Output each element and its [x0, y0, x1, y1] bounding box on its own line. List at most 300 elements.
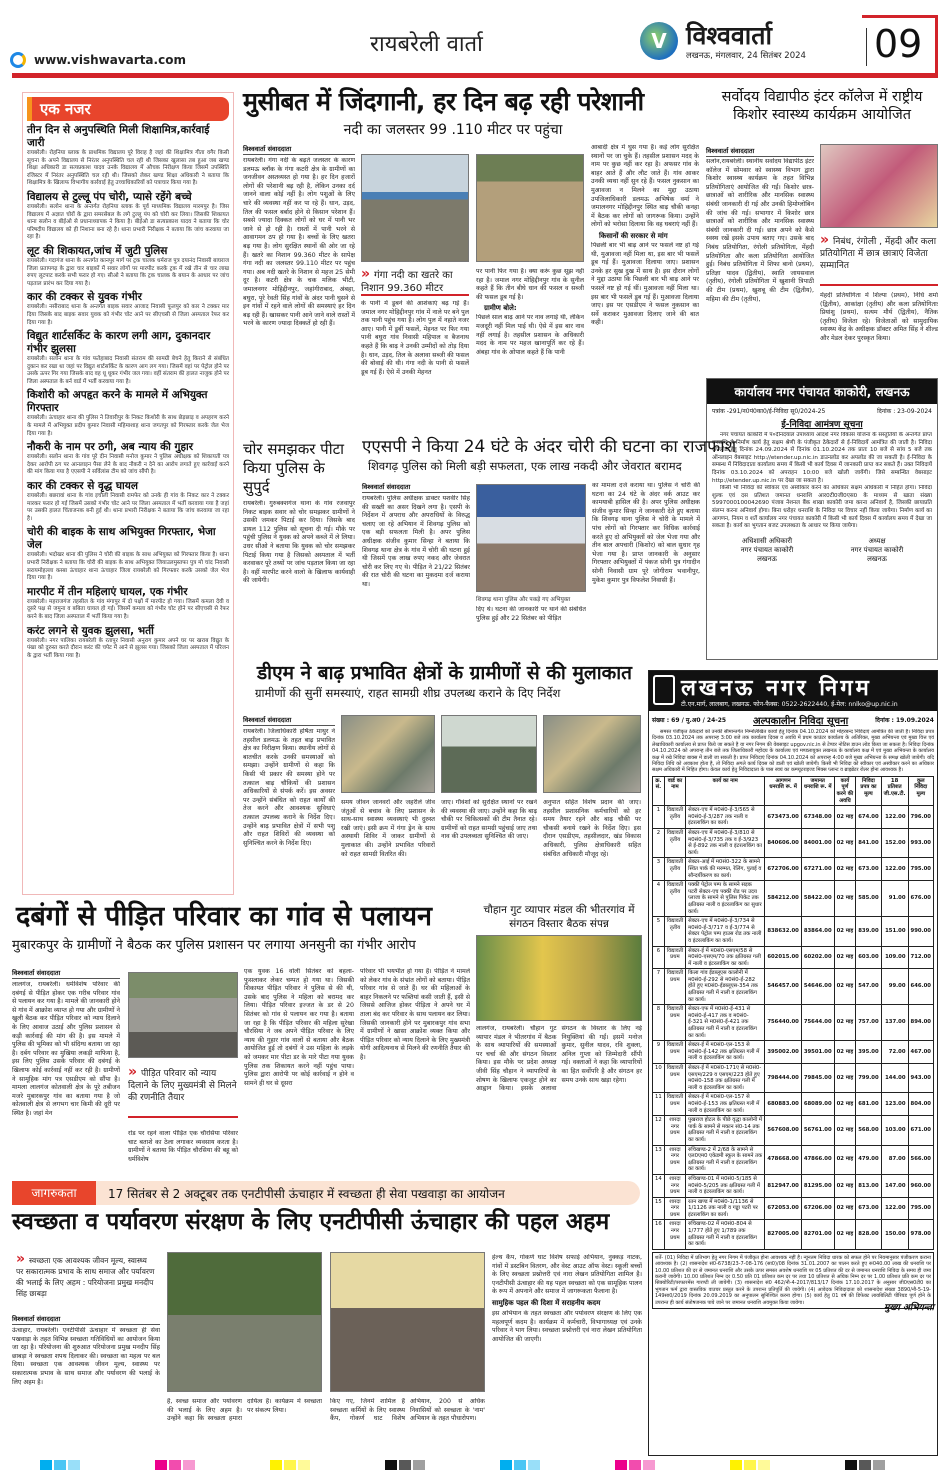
registration-swatch [859, 1460, 871, 1470]
brief-headline: नौकरी के नाम पर ठगी, अब न्याय की गुहार [27, 441, 194, 454]
kakori-heading: ई-निविदा आमंत्रण सूचना [781, 420, 863, 430]
brief-item [27, 124, 229, 188]
table-cell: 68089.00 [801, 1093, 834, 1116]
lead-subhead-gramin: ग्रामीण बोले: [484, 304, 517, 313]
table-cell: शारदा नगर प्रथम [664, 1116, 685, 1145]
kakori-signatory-chairman: अध्यक्ष नगर पंचायत काकोरी लखनऊ [850, 536, 904, 563]
lead-col1: रायबरेली। गंगा नदी के बढ़ते जलस्तर के कारण डलमऊ ब्लॉक के गंगा कटरी क्षेत्र के ग्रामीणों का जनजीवन अस्तव्यस्त हो गया है। हर दिन हजारों लोगों की परेशानी बढ़ रही है, लेकिन उनका दर्द जानने वाला कोई नहीं है। लोग पशुओं के लिए चारे की व्यवस्था नहीं कर पा रहे हैं। धान, उड़द, तिल की फसल बर्बाद होने से किसान परेशान हैं। सबसे ज्यादा दिक्कत लोगों को घर में पानी भर जाने से हो रही है। रास्तों में पानी भरने से आवागमन ठप हो गया है। बच्चों के लिए खतरा बढ़ गया है। लोग सुरक्षित स्थानों की ओर जा रहे हैं। खतरे का निशान 99.360 मीटर के सापेक्ष गंगा नदी का जलस्तर 99.110 मीटर पर पहुंच गया। अब नदी खतरे के निशान से महज 25 सेमी दूर है। कटरी क्षेत्र के चक मलिक भीटी, जमालनगर मोहिद्दीनपुर, जहांगीराबाद, अंबहा, बघुरा, पूरे रेवती सिंह गांवों के अंदर पानी घुसने से इन गांवों में रहने वाले लोगों की समस्याएं हर दिन बढ़ रही हैं। खासकर पानी आने जाने वाले रास्तों में भरने के कारण ज्यादा दिक्कतें हो रही हैं। [243, 157, 355, 328]
registration-swatch [845, 1460, 857, 1470]
table-cell: 4 [653, 881, 665, 917]
table-cell: 02 माह [834, 1220, 856, 1249]
brief-body: रायबरेली। बछरावां थाना के गांव इचौली निवासी रामफेर को उनके ही गांव के निकट कार ने टक्कर मारकर फरार हो गई जिसमें उसको गंभीर चोट आने पर जिला अस्पताल में भर्ती करवाया गया है जहां पर उसकी हालत चिंताजनक बनी हुई थी। थाना प्रभारी निरीक्षक ने बताया कि जांच करवाया जा रहा है। [27, 493, 229, 522]
registration-swatch [68, 1460, 80, 1470]
table-cell: 584212.00 [765, 881, 802, 917]
asp-photo-caption: शिवगढ़ थाना पुलिस और पकड़े गए अभियुक्त [476, 597, 571, 603]
masthead [0, 0, 945, 80]
table-cell: 72.00 [881, 1041, 908, 1064]
table-cell: 712.00 [908, 946, 933, 969]
table-cell: 673.00 [856, 1197, 881, 1220]
table-cell: सेक्टर-ई में म0सं0-एसएम/58 से म0सं0-एसएम/70 तक क्षतिग्रस्त गली में नाली व इंटरलाकिंग का कार्य। [686, 946, 765, 969]
table-cell: 91.00 [881, 881, 908, 917]
lead-pullquote: » गंगा नदी का खतरे का निशान 99.360 मीटर [361, 268, 469, 296]
table-cell: किला गांव ईडब्लूएस कालोनी में म0सं0-ई-292 से म0सं0-ई-282 होते हुए म0सं0-ईडब्लूएस-354 तक क्षतिग्रस्त गली में नाली व इंटरलाकिंग का कार्य। [686, 969, 765, 1005]
section-title: रायबरेली वार्ता [370, 32, 483, 57]
table-cell: 75644.00 [801, 1005, 834, 1041]
table-cell: 02 माह [834, 1174, 856, 1197]
lead-col3b: पिछले साल बाढ़ आने पर नाव लगाई थी, लेकिन मजदूरी नहीं मिल पाई थी। ऐसे में इस बार नाव नहीं लगाई है। तहसील प्रशासन के अधिकारी मदद के नाम पर महज खानापूर्ति कर रहे हैं। अंबहा गांव के ओपाल कहते हैं कि पानी [476, 314, 584, 356]
table-cell: 13 [653, 1145, 665, 1174]
dabang-headline: दबंगों से पीड़ित परिवार का गांव से पलायन [16, 901, 433, 932]
dabang-col3: एक युवक 16 वोली सितंबर को बहला-फुसलाकर लेकर चम्पत हो गया था। जिसकी शिकायत पीड़ित परिवार ने पुलिस से की थी, उसके बाद पुलिस ने महिला को बरामद कर लिया। पीड़ित परिवार इज्जत के डर से 20 सितंबर को गांव से पलायन कर गया है। बताया जा रहा है कि पीड़ित परिवार की महिला सुरेखा चौरसिया ने जब अपने पीड़ित परिवार के लिए न्याय की गुहार गांव वालों से बताया और बैठक आयोजित हुई तो दबंगों ने उस महिला के लड़के को जमकर मार पीटा डर के मारे पीटा गया युवक पुलिस तक शिकायत करने नहीं पहुंच पाया। पुलिस द्वारा आरोपी पर कोई कार्रवाई न होने व सामने ही घर से दूसरा [244, 968, 354, 1087]
brief-headline: कार की टक्कर से वृद्ध घायल [27, 480, 138, 493]
ntpc-pullquote: » स्वच्छता एक आवश्यक जीवन मूल्य, स्वास्थ्य पर सकारात्मक प्रभाव के साथ समाज और पर्यावरण की भलाई के लिए अहम : परियोजना प्रमुख मनदीप सिंह छाबड़ा [16, 1251, 155, 1298]
nigam-intro: समस्त पंजीकृत ठेकेदारों को उनकी सीमान्तर्गत निम्नलिखित कार्यो हेतु दिनांक 04.10.2024 को मोहरबन्द निविदाएं आमंत्रित की जाती है। निविदा प्रपत्र दिनांक 03.10.2024 तक अपरान्ह 3:00 बजे तक कार्यालय दिवस व अवधि में प्रथम काउंटर कार्यालय के अतिरिक्त, मुख्य अभियन्ता एवं मुख्य वित्त एवं लेखाधिकारी कार्यालय से प्राप्त किये जा सकते है या नगर निगम की वेबसाइट upgov.nic.in से टेण्डर नोटिस डाउन लोड किया जा सकता है। निविदा दिनांक 04.10.2024 को अपरान्ह तीन बजे तक जिलाधिकारी महोदय के कार्यालय एवं मण्डलायुक्त लखनऊ के कार्यालय कक्ष में एवं मुख्य अभियन्ता के कार्यालय कक्ष में रखे निविदा बाक्स में डाली जा सकती है। प्राप्त निविदाएं दिनांक 04.10.2024 को अपरान्ह 4:00 बजे मुख्य अभियन्ता के समक्ष खोली जायेगी। यदि निविदा तिथि को अवकाश होता है, तो निविदा अगले कार्य दिवस को डाली एवं खोली जायेगी। किसी भी निविदा को स्वीकार एवं अस्वीकार करने का अधिकार सक्षम अधिकारी में निहित होगा। केवल कार्य हेतु निविदादाता के पास स्वयं का कम्प्यूटराइज्ड मिक्स प्लान्ट व ब्राइब्रेटर रोलर होना आवश्यक है। [652, 729, 934, 774]
lead-headline: मुसीबत में जिंदगानी, हर दिन बढ़ रही परेशानी [243, 87, 644, 116]
table-cell: 812947.00 [765, 1174, 802, 1197]
brief-body: रायबरेली। सलोन थाना के अन्तर्गत रोहनिया ब्लाक के पूर्व माध्यमिक विद्यालय मारमपुर है। जिस विद्यालय में अज्ञात चोरों के द्वारा समरसेबल के लगे टुल्लू पंप को चोरी कर लिया। जिसकी शिकायत थाना सलोन व बीईओ से प्रधानाध्यापक ने किया है। बीईओ डा सत्यप्रकाश यादव ने बताया कि चोर परिषदीय विद्यालय को ही निशाना बना रहे है। थाना प्रभारी निरीक्षक ने बताया कि जांच करवाया जा रहा है। [27, 203, 229, 241]
asp-story [362, 437, 737, 658]
lead-story [243, 88, 703, 428]
police-station-photo [476, 484, 586, 592]
registration-swatch [514, 1460, 526, 1470]
table-cell: सेक्टर-ई में म0सं0-एल-157 से म0सं0-ई-153 तक क्षतिग्रस्त गली में नाली व इंटरलाकिंग का कार्य। [686, 1093, 765, 1116]
table-cell: 14 [653, 1174, 665, 1197]
table-cell: 60202.00 [801, 946, 834, 969]
table-cell: 152.00 [881, 829, 908, 858]
table-cell: 122.00 [881, 806, 908, 829]
table-row [653, 881, 934, 917]
registration-swatch [284, 1460, 296, 1470]
nigam-ref: संख्या : 69 / मु.अ0 / 24-25 [652, 717, 727, 724]
table-cell: 15 [653, 1197, 665, 1220]
table-cell: रुचिखण्ड-2 में 2/68 के सामने से एल0एम0 एकेडमी स्कूल के सामने तक क्षतिग्रस्त गली में नाली व इंटरलाकिंग का कार्य। [686, 1145, 765, 1174]
table-cell: 83864.00 [801, 917, 834, 946]
nigam-header [649, 671, 937, 711]
kakori-para1: नगर पंचायत काकोरी में पं०दीनदयाल उपाध्याय आदर्श नगर विकास योजना के संस्तुतियों के अन्तर्गत प्राप्त धनराशि से निर्माण कार्य हेतु सक्षम श्रेणी के पंजीकृत ठेकेदारों से ई-निविदायें आमंत्रित की जाती है। निविदा अपलोड हेतु दिनांक 24.09.2024 से दिनांक 01.10.2024 तक प्रातः 10 बजे से सांय 5 बजे तक ऑनलाइन वेबसाइट http://etender.up.nic.in डाउनलोड कर अपलोड की जा सकती है। ई-निविदा के सम्बन्ध में निविदादाता कार्यालय समय में किसी भी कार्य दिवस में जानकारी प्राप्त कर सकते हैं। उक्त निविदायें दिनांक 03.10.2024 को अपराहन 10:00 बजे खोली जायेंगी। जिसे सम्बन्धित वेबसाइट http://etender.up.nic.in पर देखा जा सकता है। [712, 432, 932, 484]
table-cell: पक्की पेट्रोल पम्प के सामने सड़क पटरी सेक्टर-एच पक्की रोड पर उदय प्लाजा के सामने से पुलिस पिकेट तक क्षतिग्रस्त नाली व इंटरलाकिंग का सुधार कार्य। [686, 881, 765, 917]
table-cell: 2 [653, 829, 665, 858]
chauhan-headline: चौहान गुट व्यापार मंडल की भीतरगांव में संगठन विस्तार बैठक संपन्न [483, 904, 635, 930]
table-cell: 804.00 [908, 1093, 933, 1116]
table-cell: 82701.00 [801, 1220, 834, 1249]
table-cell: 841.00 [856, 829, 881, 858]
table-row [653, 946, 934, 969]
registration-swatch [643, 1460, 655, 1470]
brief-body: रायबरेली। भदोखर थाना की पुलिस ने चोरी की बाइक के साथ अभियुक्त को गिरफ्तार किया है। थाना प्रभारी निरीक्षक ने बताया कि चोरी की बाइक के साथ अभियुक्त जियाउलमुस्तफा पुत्र मो चांद निवासी सरायमोहल्ला कस्बा ऊंचाहार थाना ऊंचाहार जिला रायबरेली को गिरफ्तार करके उसको जेल भेज दिया गया है। [27, 552, 229, 582]
brief-item [27, 245, 229, 288]
ntpc-subhead: सामुहिक पहल की दिशा में सराहनीय कदम [492, 1298, 601, 1307]
table-cell: 602015.00 [765, 946, 802, 969]
nagar-nigam-tender-notice [648, 670, 938, 1456]
column-header: जमानत धनराशि रू. में [801, 776, 834, 805]
nigam-address: टी.एन.मार्ग, लालबाग, लखनऊ. फोन-फैक्स: 0522-2622440, ई-मेल: nnlko@up.nic.in [681, 701, 898, 708]
table-cell: 02 माह [834, 1005, 856, 1041]
masthead-rule [12, 73, 938, 78]
kakori-signatory-eo: अधिशासी अधिकारी नगर पंचायत काकोरी लखनऊ [740, 536, 794, 563]
dm-headline: डीएम ने बाढ़ प्रभावित क्षेत्रों के ग्रामीणों से की मुलाकात [257, 662, 632, 684]
brief-headline: करंट लगने से युवक झुलसा, भर्ती [27, 624, 154, 637]
page-number: 09 [874, 22, 923, 66]
jagrukta-tag: जागरुकता [12, 1181, 96, 1205]
registration-swatch [500, 1460, 512, 1470]
sarvoday-col2: मेंहदी प्रतियोगिता में शिल्पा (प्रथम), निधि शर्मा (द्वितीय), आकांक्षा (तृतीय) और कला प्रतियोगिताः प्रियांशु (प्रथम), सत्यम मौर्य (द्वितीय), नैतिक (तृतीय) विजेता रहे। विजेताओं को सामुदायिक स्वास्थ्य केंद्र के अधीक्षक डॉक्टर अमित सिंह ने शील्ड और मेडल देकर पुरस्कृत किया। [820, 292, 938, 342]
kakori-tender-notice [706, 378, 938, 660]
table-cell: 02 माह [834, 1064, 856, 1093]
shop-photo [128, 972, 238, 1058]
table-cell: 1 [653, 806, 665, 829]
table-cell: 813.00 [856, 1174, 881, 1197]
dm-visit-photo-1 [341, 715, 435, 793]
brief-list [27, 124, 229, 660]
table-row [653, 1145, 934, 1174]
table-cell: 795.00 [908, 1197, 933, 1220]
table-row [653, 1093, 934, 1116]
chor-headline: चोर समझकर पीटा किया पुलिस के सुपुर्द [243, 440, 345, 496]
table-cell: 567608.00 [765, 1116, 802, 1145]
ek-nazar-tag: एक नजर [27, 97, 229, 121]
dm-subhead: ग्रामीणों की सुनीं समस्याएं, राहत सामग्री शीघ्र उपलब्ध कराने के दिए निर्देश [255, 685, 561, 700]
table-row [653, 1174, 934, 1197]
table-cell: 978.00 [908, 1220, 933, 1249]
kakori-para2: किसी भी निविदा को स्वीकार एवं अस्वीकार करने का अधिकार सक्षम अधिकारी में निहित होगा। निविदा शुल्क एवं दस प्रतिशत जमानत धनराशि आर0टी0जी0एस0 के माध्यम से खाता संख्या 5997000100042690 पंजाब नेशनल बैंक शाखा काकोरी जमा करना अनिवार्य है, जिसकी छायाप्रति संलग्न करना अनिवार्य होगा। बिना धरोहर धनराशि के निविदा पर विचार नहीं किया जायेगा। निर्माण कार्य का आगणन, नियम व शर्ते कार्यालय नगर पंचायत काकोरी में किसी भी कार्य दिवस में कार्यालय समय में देखा जा सकता है। कार्य का भुगतान बजट उपलब्धता के आधार पर किया जायेगा। [712, 485, 932, 530]
asp-col3: का मामला दर्ज कराया था। पुलिस ने चोरी की घटना का 24 घंटे के अंदर वर्क आउट कर कामयाबी हासिल की है। अपर पुलिस अधीक्षक संजीव कुमार सिन्हा ने जानकारी देते हुए बताया कि शिवगढ़ थाना पुलिस ने चोरी के मामले में पांच लोगों को गिरफ्तार कर विधिक कार्रवाई करते हुए दो अभियुक्तों को जेल भेजा गया और तीन बाल अपचारी (किशोर) को बाल सुधार गृह भेजा गया है। प्राप्त जानकारी के अनुसार गिरफ्तार अभियुक्तों में पंकज सोनी पुत्र गंगादीन सोनी निवासी ग्राम पूरे जोगीराम भवानीपुर, मुकेश कुमार पुत्र विफलेश निवासी हैं। [592, 482, 700, 584]
column-header: निविदा प्रपत्र का मूल्य [856, 776, 881, 805]
ntpc-col4b: इस अभियान के तहत स्वच्छता और पर्यावरण संरक्षण के लिए एक महत्वपूर्ण कदम है। कार्यक्रम में कर्मचारी, विभागाध्यक्ष एवं उनके परिवार ने भाग लिया। स्वच्छता प्रश्नोत्तरी एवं नारा लेखन प्रतियोगिता आयोजित की जाएगी। [492, 1309, 642, 1343]
table-cell: 16 [653, 1220, 665, 1249]
table-cell: 840606.00 [765, 829, 802, 858]
table-cell: रतन खण्ड में म0सं0-1/1136 से 1/1126 तक नाली व गड्ढा पटरी पर इंटरलाकिंग का कार्य। [686, 1197, 765, 1220]
column-header: आगणन धनराशि रू. में [765, 776, 802, 805]
dabang-col4: परिवार भी भयभीत हो गया है। पीड़ित ने मामले को लेकर गांव के संभ्रांत लोगों को बताया। पीड़ित परिवार गांव से जाते हैं। घर की महिलाओं के बाहर निकलने पर फब्तियां कसी जाती हैं, इसी से जिससे आजिज होकर पीड़िता ने अपने घर में ताला बंद कर परिवार के साथ पलायन कर लिया। जिसकी जानकारी होने पर मुबारकपुर गांव सभा में ग्रामीणों ने खासा आक्रोश व्यक्त किया और पीड़ित परिवार को न्याय दिलाने के लिए मुख्यमंत्री योगी आदित्यनाथ से मिलने की रणनीति तैयार की है। [360, 968, 470, 1061]
lead-col2: के पानी में डूबने की आशंकाएं बढ़ गई हैं। जमाल नगर मोहिद्दीनपुर गांव में नाले पर बने पुल तक पानी पहुंच गया है। लोग पुल में नहाते नजर आए। पानी में डूबीं फसलें, मेहनत पर फिर गया पानी बघुरा गांव निवासी महिपाल व बैजनाथ कहते हैं कि बाढ़ ने उनकी उम्मीदों को तोड़ दिया है। धान, उड़द, तिल के अलावा सब्जी की फसल की बोवाई की थी। गंगा नदी के पानी से फसलें डूब गई हैं। ऐसे में उनकी मेहनत [361, 300, 469, 376]
table-cell: 47866.00 [801, 1145, 834, 1174]
table-cell: 756440.00 [765, 1005, 802, 1041]
registration-swatch [155, 1460, 167, 1470]
table-cell: 827005.00 [765, 1220, 802, 1249]
byline: विश्ववार्ता संवाददाता [706, 146, 814, 157]
registration-swatch [873, 1460, 885, 1470]
school-event-photo [820, 144, 938, 228]
nigam-terms: शर्तें- (01) निविदा में प्रतिभाग हेतु नगर निगम में पंजीकृत होना आवश्यक नहीं है। न्यूनतम निविदा धारक को सफल होने पर नियमानुसार पंजीकरण कराना आवश्यक है। (2) शासनादेश सं0-6738/23-7-08-176 (सा0)/08 दिनांक 31.01.2007 का पालन करते हुए रू040.00 लाख की धनराशि पर 10.00 प्रतिशत की दर से जमानत धनराशि और उसके ऊपर समस्त अवशेष धनराशि पर 05 प्रतिशत की दर से जमानत धनराशि निविदा के समय ही जमा करानी जायेगी। 10.00 प्रतिशत निम्न दर 0.50 प्रति 01 प्रतिशत कम दर पर तथा 10 प्रतिशत से अधिक निम्न दर पर 1.00 प्रतिशत प्रति कम दर पर सिक्योरिटी/परफारमेंस गारण्टी ली जायेगी। (3) शासनादेश सं0 462/नौ-4-2017/813/17 दिनांक 17.10.2017 के अनुसार जी0एस0टी0 का भुगतान फर्म द्वारा वास्तविक वाउचर प्रस्तुत करने के उपरान्त प्रतिपूर्ति की जायेगी। (4) आवेदक निविदादाता को शासनादेश संख्या 3890/नौ-5-19-149सा0/2019 दिनांक 20.09.2019 का अनुपालन सुनिश्चित करना होगा। (5) कार्य हेतु 01 वर्ष की डिफेक्ट लायबिलिटी पीरियड पूर्ण होने के उपरान्त ही कार्य संतोषजनक पाये जाने पर जमानत धनराशि अवमुक्त किया जायेगा। [652, 1252, 934, 1309]
registration-swatch [54, 1460, 66, 1470]
table-cell: 671.00 [908, 1116, 933, 1145]
table-cell: 144.00 [881, 1064, 908, 1093]
registration-swatch [744, 1460, 756, 1470]
column-header: 18 प्रतिशत जी.एस.टी. [881, 776, 908, 805]
brief-body: रायबरेली। सलोन थाना के गांव फतेहाबाद निवासी संतराम की सामग्री बेचने हेतु किराने से संबंधित दुकान कर रखा था जहां पर विद्युत शार्टसर्किट के कारण आग लग गया। जिसमें वहां पर पेट्रोल होने पर उसके ऊपर गिर गया जिसके बाद वह धू धूकर गंभीर जल गया। वहीं संतराम की हालत नाजुक होने पर जिला अस्पताल के बर्न वार्ड में भर्ती करवाया गया है। [27, 356, 230, 385]
table-cell: 993.00 [908, 829, 933, 858]
dabang-story [12, 902, 472, 1177]
table-cell: सेक्टर-ई में म0सं0-171ए से म0सं0-एसएम/229 व एसएम/223 होते हुए म0सं0-158 तक क्षतिग्रस्त गली में नाली व इंटरलाकिंग का कार्य। [686, 1064, 765, 1093]
brief-headline: विद्युत शार्टसर्किट के कारण लगी आग, दुकानदार गंभीर झुलसा [27, 330, 211, 356]
table-row [653, 1041, 934, 1064]
brief-item [27, 480, 229, 523]
table-cell: 10 [653, 1064, 665, 1093]
brief-item [27, 291, 229, 327]
ntpc-headline: स्वच्छता व पर्यावरण संरक्षण के लिए एनटीपीसी ऊंचाहार की पहल अहम [12, 1209, 610, 1235]
table-cell: 674.00 [856, 806, 881, 829]
table-cell: 84001.00 [801, 829, 834, 858]
table-cell: 87.00 [881, 1145, 908, 1174]
brief-headline: किशोरी को अपहृत करने के मामले में अभियुक्त गिरफ्तार [27, 389, 208, 415]
lead-col3: पर पानी फिर गया है। क्या करूं कुछ सूझ नहीं रहा है। जमाल नगर मोहिद्दीनपुर गांव के सुनील कहते हैं कि तीन बीघे धान की फसल व सब्जी की फसल डूब गई है। [476, 268, 584, 301]
table-cell: 838632.00 [765, 917, 802, 946]
table-cell: 9 [653, 1041, 665, 1064]
table-cell: विद्यावती प्रथम [664, 1064, 685, 1093]
table-cell: 12 [653, 1116, 665, 1145]
table-cell: 02 माह [834, 1093, 856, 1116]
brief-body: रायबरेली। गदागंज थाना के अन्तर्गत कानपुर मार्ग पर ट्रक चालक धर्मराज पुत्र दयानंद निवासी बाघराज जिला प्रतापगढ़ के द्वारा चार बाइकों में सवार लोगों पर मारपीट करके ट्रक में रखे तीन से चार लाख रुपए लूटपाट करके सभी फरार हो गए। सीओ ने बताया कि ट्रक चालक के बयान के आधार पर जांच पड़ताल प्रारंभ कर दिया गया है। [27, 257, 229, 287]
table-cell: 02 माह [834, 881, 856, 917]
registration-swatch [730, 1460, 742, 1470]
dm-col4: अनुपात सहित विशेष प्रदान की जाए। तहसील प्रशासनिक कर्मचारियों को हर समय तैयार रहने और बाढ़ चौकी पर चौकसी बनाये रखने के निर्देश दिए। इस दौरान एसडीएम, तहसीलदार, खंड विकास अधिकारी, पुलिस क्षेत्राधिकारी सहित संबंधित अधिकारी मौजूद रहे। [543, 799, 641, 858]
dabang-pullquote: » पीड़ित परिवार को न्याय दिलाने के लिए मुख्यमंत्री से मिलने की रणनीति तैयार [128, 1066, 238, 1118]
dm-visit-photo-3 [543, 715, 641, 793]
table-cell: 151.00 [881, 917, 908, 946]
quote-chevron-icon: » [361, 266, 371, 282]
table-cell: सेक्टर-एच में म0सं0-ई-3/734 से म0सं0-ई-3/717 व ई-3/774 से सेक्टर पेट्रोल पम्प हाउस रोड तक नाली व इंटरलाकिंग का कार्य। [686, 917, 765, 946]
table-cell: 960.00 [908, 1174, 933, 1197]
brief-item [27, 330, 229, 386]
brief-body: रायबरेली। ऊंचाहार थाना की पुलिस ने तिवारीपुर के निकट किशोरी के साथ छेड़छाड़ व अपहरण करने के मामले में अभियुक्त प्रदीप कुमार निवासी महिमाशाह थाना जगतपुर को गिरफ्तार करके जेल भेज दिया गया है। [27, 415, 229, 437]
table-cell: 150.00 [881, 1220, 908, 1249]
table-cell: 122.00 [881, 858, 908, 881]
sarvoday-col1: सलोन,रायबरेली। स्थानीय सर्वोदय विद्यापीठ इंटर कॉलेज में सोमवार को स्वास्थ्य विभाग द्वारा किशोर स्वास्थ्य कार्यक्रम के तहत विभिन्न प्रतियोगिताएं आयोजित की गईं। किशोर छात्र-छात्राओं को शारीरिक और मानसिक स्वास्थ्य संबंधी जानकारी दी गई और उनकी हिमोग्लोबिन की जांच की गई। सभागार में किशोर छात्र छात्राओं को शारीरिक और मानसिक स्वास्थ्य संबंधी जानकारी दी गई। छात्र अपने को कैसे स्वस्थ रखें इसके उपाय बताए गए। उसके बाद निबंध प्रतियोगिता, रंगोली प्रतियोगिता, मेंहदी प्रतियोगिता और कला प्रतियोगिता आयोजित हुई। निबंध प्रतियोगिता में शिफा बानो (प्रथम), प्रतिज्ञा यादव (द्वितीय), स्वाति जायसवाल (तृतीय), रंगोली प्रतियोगिता में खुशानी त्रिपाठी की टीम (प्रथम), खुशबू की टीम (द्वितीय), महिमा की टीम (तृतीय), [706, 158, 814, 303]
table-cell: 02 माह [834, 806, 856, 829]
tender-table [652, 776, 934, 1250]
table-row [653, 806, 934, 829]
table-cell: 757.00 [856, 1005, 881, 1041]
table-cell: विद्यावती प्रथम [664, 1093, 685, 1116]
sarvoday-pullquote: » निबंध, रंगोली , मेंहदी और कला प्रतियोगिता में छात्र छात्राएं विजेता सम्मानित [820, 234, 938, 286]
table-cell: 67206.00 [801, 1197, 834, 1220]
table-cell: 681.00 [856, 1093, 881, 1116]
table-cell: 103.00 [881, 1116, 908, 1145]
flood-photo-2 [476, 154, 584, 262]
table-cell: 02 माह [834, 917, 856, 946]
table-cell: 7 [653, 969, 665, 1005]
table-row [653, 917, 934, 946]
byline: विश्ववार्ता संवाददाता [243, 144, 355, 155]
brief-item [27, 389, 229, 438]
ntpc-col4: हेल्थ कैंप, गोकर्ण घाट विशेष सफाई अभियान, नुक्कड़ नाटक, गांवों में डस्टबिन वितरण, और वेस्ट आउट ऑफ वेस्ट। स्कूली बच्चों के लिए स्वच्छता प्रश्नोत्तरी एवं नारा लेखन प्रतियोगिता शामिल है। एनटीपीसी ऊंचाहार की यह पहल स्वच्छता को एक सामूहिक पालन के रूप में अपनाने और समाज में जागरूकता फैलाना है। [492, 1254, 642, 1296]
table-cell: 123.00 [881, 1093, 908, 1116]
table-cell: 99.00 [881, 969, 908, 1005]
table-cell: 02 माह [834, 1041, 856, 1064]
paper-logo-icon: V [640, 22, 678, 60]
table-cell: रुचिखण्ड-02 में म0सं0-804 से 1/777 होते हुए 1/789 तक क्षतिग्रस्त गली में नाली व इंटरलाकिंग का कार्य। [686, 1220, 765, 1249]
kakori-title: कार्यालय नगर पंचायत काकोरी, लखनऊ [707, 379, 937, 404]
table-cell: 467.00 [908, 1041, 933, 1064]
chauhan-body: लालगंज, रायबरेली। चौहान गुट व्यापार मंडल ने भीतरगांव में बैठक के साथ व्यापारियों की समस्याओं पर चर्चा की और संगठन विस्तार किया। इस मौके पर प्रदेश अध्यक्ष जीवी सिंह चौहान ने व्यापारियों के शोषण के खिलाफ एकजुट होने का आह्वान किया। इसके अलावा संगठन के विस्तार के लिए नई नियुक्तियां की गईं। इसमें मनोज कुमार, सुनील यादव, रवि शुक्ला, अनिल गुप्ता को जिम्मेदारी सौंपी गई। वक्ताओं ने कहा कि व्यापारियों का हित सर्वोपरि है और संगठन हर समय उनके साथ खड़ा रहेगा। [476, 1025, 642, 1093]
ntpc-col1: ऊंचाहार, रायबरेली। एनटीपीसी ऊंचाहार में स्वच्छता ही सेवा पखवाड़ा के तहत विभिन्न स्वच्छता गतिविधियों का आयोजन किया जा रहा है। परियोजना की शुरुआत परियोजना प्रमुख मनदीप सिंह छाबड़ा ने स्वच्छता शपथ दिलाकर की। स्वच्छता का महत्व पर बल दिया। स्वच्छता एक आवश्यक जीवन मूल्य, स्वास्थ्य पर सकारात्मक प्रभाव के साथ समाज और पर्यावरण की भलाई के लिए अहम है। [12, 1327, 160, 1386]
dm-col1: रायबरेली। जिलाधिकारी हर्षिता माथुर ने तहसील डलमऊ के तहत बाढ़ प्रभावित क्षेत्र का निरीक्षण किया। स्थानीय लोगों से बातचीत करके उनकी समस्याओं को समझा। उन्होंने ग्रामीणों से कहा कि किसी भी प्रकार की समस्या होने पर तत्काल बाढ़ चौकियों की प्रशासन अधिकारियों से संपर्क करें। इस अवसर पर उन्होंने संबंधित को राहत कार्यों की तेज करने और आवश्यक सुविधाएं तत्काल उपलब्ध कराने के निर्देश दिए। उन्होंने बाढ़ प्रभावित क्षेत्रों में सभी पशु और राहत शिविरों की व्यवस्था को सुनिश्चित करने के निर्देश दिए। [243, 728, 335, 847]
table-cell: विद्यावती तृतीय [664, 829, 685, 858]
table-cell: 676.00 [908, 881, 933, 917]
table-cell: 54646.00 [801, 969, 834, 1005]
table-cell: विद्यावती प्रथम [664, 946, 685, 969]
table-cell: शारदा नगर प्रथम [664, 1220, 685, 1249]
registration-swatch [169, 1460, 181, 1470]
brief-headline: मारपीट में तीन महिलाएं घायल, एक गंभीर [27, 585, 188, 598]
table-cell: 673473.00 [765, 806, 802, 829]
registration-swatch [413, 1460, 425, 1470]
column-header: कार्य पूर्ण करने की अवधि [834, 776, 856, 805]
dm-col3: जाए। गौवंशों को सुरक्षित स्थानों पर रखने की व्यवस्था की जाए। उन्होंने कहा कि बाढ़ चौकी पर चिकित्सकों की टीम तैनात रहे। ग्रामीणों को राहत सामग्री पहुंचाई जाए तथा नाव की उपलब्धता सुनिश्चित की जाए। [441, 799, 537, 841]
table-cell: 680883.00 [765, 1093, 802, 1116]
byline: विश्ववार्ता संवाददाता [243, 715, 335, 726]
table-cell: 646.00 [908, 969, 933, 1005]
nigam-heading: अल्पकालीन निविदा सूचना [753, 716, 849, 727]
chor-story [243, 440, 355, 655]
table-cell: शारदा नगर प्रथम [664, 1145, 685, 1174]
table-cell: 02 माह [834, 946, 856, 969]
table-cell: 568.00 [856, 1116, 881, 1145]
table-cell: 8 [653, 1005, 665, 1041]
registration-swatch [298, 1460, 310, 1470]
table-row [653, 858, 934, 881]
table-cell: विद्यावती तृतीय [664, 917, 685, 946]
registration-swatch [270, 1460, 282, 1470]
jagrukta-band [12, 1181, 640, 1205]
table-cell: 02 माह [834, 829, 856, 858]
table-cell: रुचिखण्ड-01 में म0सं0-5/185 से म0सं0-5/205 तक क्षतिग्रस्त गली में नाली व इंटरलाकिंग का कार्य। [686, 1174, 765, 1197]
dabang-col1: लालगंज, रायबरेली। धर्मविशेष परिवार की दबंगई से पीड़ित होकर एक गरीब परिवार गांव से पलायन कर गया है। मामले की जानकारी होने से गांव में आक्रोश व्याप्त हो गया और ग्रामीणों ने खुली बैठक कर पीड़ित परिवार को न्याय दिलाने के लिए आवाज उठाई और पुलिस प्रशासन से कड़ी कार्रवाई की मांग की है। इस मामले में पुलिस की भूमिका को भी संदिग्ध बताया जा रहा है। दर्बग परिवार का मुखिया लकड़ी माफिया है, इस लिए पुलिस उसके परिवार की दबंगई के खिलाफ कोई कार्रवाई नहीं कर रही है। ग्रामीणों ने सामूहिक मांग पत्र एसडीएम को सौंपा है। मामला लालगंज कोतवाली क्षेत्र के पूरे तबीजन मजरे मुबारकपुर गांव का बताया गया है जो कोतवाली क्षेत्र से लगभग चार किमी की दूरी पर स्थित है। जहां मेन [12, 981, 120, 1117]
asp-headline: एएसपी ने किया 24 घंटे के अंदर चोरी की घटना का राजफाश [362, 437, 737, 457]
registration-swatch [758, 1460, 770, 1470]
brief-headline: लूट की शिकायत,जांच में जुटी पुलिस [27, 244, 168, 257]
column-header: कार्य का नाम [686, 776, 765, 805]
asp-col2: दिए थे। घटना की जानकारी पर थाने की संबंधित पुलिस हुई और 22 सितंबर को पीड़ित [476, 606, 586, 622]
nigam-emblem-icon [653, 675, 675, 705]
table-cell: 3 [653, 858, 665, 881]
asp-col1: रायबरेली। पुलिस अधीक्षक डाक्टर यशवीर सिंह की सख्ती का असर दिखने लगा है। एसपी के निर्देशन में अपराध और अपराधियों के विरुद्ध चलाए जा रहे अभियान में शिवगढ़ पुलिस को एक बड़ी सफलता मिली है। अपर पुलिस अधीक्षक संजीव कुमार सिन्हा ने बताया कि शिवगढ़ थाना क्षेत्र के गांव में चोरी की घटना हुई थी जिसमें एक लाख रुपए नकद और जेवरात चोरी कर लिए गए थे। पीड़ित ने 21/22 सितंबर की रात चोरी की घटना का मुकदमा दर्ज कराया था। [362, 495, 470, 588]
table-cell: 566.00 [908, 1145, 933, 1174]
table-cell: 79845.00 [801, 1064, 834, 1093]
column-header: कुल निविदा मूल्य [908, 776, 933, 805]
jagrukta-tagline: 17 सितंबर से 2 अक्टूबर तक एनटीपीसी ऊंचाहार में स्वच्छता ही सेवा पखवाड़ा का आयोजन [108, 1187, 505, 1201]
dm-story [243, 663, 643, 898]
table-cell: 478668.00 [765, 1145, 802, 1174]
brief-body: रायबरेली। महराजगंज तहसील के गांव मंगापुर में दो पक्षों में मारपीट हो गया। जिसमें कमला देवी व दूसरे पक्ष से जमुना व बबिता घायल हो गई। जिसमें कमला को गंभीर चोट होने पर सीएचसी से रेफर करने के बाद जिला अस्पताल में भर्ती किया गया है। [27, 598, 229, 620]
lead-subhead-kisan: किसानों की सरकार से मांग [599, 231, 668, 240]
table-cell: 02 माह [834, 1116, 856, 1145]
table-cell: विद्यावती तृतीय [664, 881, 685, 917]
dm-col2: समय जीवन जानवरों और जहरीले जीव जंतुओं से बचाव के लिए प्रशासन के साथ-साथ स्वास्थ्य व्यवस्थाएं भी दुरुस्त रखी जाएं। इसी क्रम में गंगा ड्रेन के साथ अस्थायी शिविर में जाकर ग्रामीणों से मुलाकात की। उन्होंने प्रभावित परिवारों को राहत सामग्री वितरित की। [341, 799, 435, 858]
table-cell: 81295.00 [801, 1174, 834, 1197]
table-cell: 894.00 [908, 1005, 933, 1041]
table-row [653, 829, 934, 858]
registration-swatch [399, 1460, 411, 1470]
table-cell: 585.00 [856, 881, 881, 917]
table-cell: शारदा नगर प्रथम [664, 1197, 685, 1220]
nigam-date: दिनांक : 19.09.2024 [875, 717, 934, 724]
brief-headline: विद्यालय से टुल्लू पंप चोरी, प्यासे रहेंगे बच्चे [27, 190, 192, 203]
table-cell: शारदा नगर प्रथम [664, 1174, 685, 1197]
table-cell: 5 [653, 917, 665, 946]
table-cell: विद्यावती प्रथम [664, 1005, 685, 1041]
table-cell: 395002.00 [765, 1041, 802, 1064]
kakori-ref: पत्रांक -291/न0पं0का0/ई-निविदा सू0/2024-25 [712, 408, 826, 415]
ntpc-col3: किए गए, जिनमें शामिल हैं स्वच्छता कर्मियों के लिए स्वास्थ्य कैंप, गोकर्ण घाट विशेष अभियान, 200 से अधिक निवासियों को स्वच्छता के 'नाम' अभियान के तहत पौधारोपण। [330, 1398, 485, 1423]
table-cell: 547.00 [856, 969, 881, 1005]
table-cell: 796.00 [908, 806, 933, 829]
brief-body: रायबरेली। नगर पालिका रायबरेली के रतापुर निवासी अनुराग कुमार अपने घर पर खराब विद्युत के पंखा को दुरुस्त करते दौरान करंट की चपेट में आने से झुलस गया। जिसको जिला अस्पताल में परिजन के द्वारा भर्ती किया गया है। [27, 637, 229, 659]
page-number-box [862, 15, 938, 75]
table-cell: विद्यावती प्रथम [664, 1041, 685, 1064]
lead-subhead: नदी का जलस्तर 99 .110 मीटर पर पहुंचा [343, 121, 563, 138]
table-row [653, 1116, 934, 1145]
table-cell: 546457.00 [765, 969, 802, 1005]
registration-swatch [385, 1460, 397, 1470]
table-cell: 672053.00 [765, 1197, 802, 1220]
table-cell: 02 माह [834, 1197, 856, 1220]
website-link[interactable]: www.vishwavarta.com [34, 53, 186, 67]
ek-nazar-column [22, 92, 234, 895]
ntpc-story [12, 1210, 642, 1458]
table-cell: 56761.00 [801, 1116, 834, 1145]
table-cell: 58422.00 [801, 881, 834, 917]
table-cell: 839.00 [856, 917, 881, 946]
registration-swatch [528, 1460, 540, 1470]
brief-item [27, 191, 229, 242]
table-cell: 990.00 [908, 917, 933, 946]
table-cell: 02 माह [834, 1145, 856, 1174]
table-cell: 122.00 [881, 1197, 908, 1220]
lead-col4: आबादी क्षेत्र में घुस गया है। कई लोग सुरक्षित स्थानों पर जा चुके हैं। तहसील प्रशासन मदद के नाम पर कुछ नहीं कर रहा है। अफसर गांव के बाहर आते हैं और लौट जाते हैं। गांव आकर उनकी व्यथा नहीं सुन रहे हैं। फसल नुकसान का मुआवजा न मिलने का मुद्दा उठाया उपजिलाधिकारी डलमऊ अभिषेक वर्मा ने जमालनगर मोहिद्दीनपुर स्थित बाढ़ चौकी कनहा में बैठक कर लोगों को जागरूक किया। उन्होंने लोगों को भरोसा दिलाया कि वह घबराएं नहीं हैं। [591, 144, 699, 229]
table-cell: 11 [653, 1093, 665, 1116]
brief-body: रायबरेली। सलोन थाना के गांव पूरे दीन निवासी मनोज कुमार ने पुलिस अधीक्षक को शिकायती पत्र देकर आरोपी ठग पर आनलाइन पैसा लेने के बाद नौकरी न देने का आरोप लगाते हुए कार्रवाई करने की मांग किया गया है एएसपी ने सर्विलांस टीम को जांच सौंपी है। [27, 454, 229, 476]
ie-icon [10, 52, 26, 68]
brief-item [27, 526, 229, 582]
table-cell: सेक्टर-एच में म0सं0-ई-3/565 से म0सं0-ई-3/287 तक नाली व इंटरलाकिंग का कार्य। [686, 806, 765, 829]
dabang-subhead: मुबारकपुर के ग्रामीणों ने बैठक कर पुलिस प्रशासन पर लगाया अनसुनी का गंभीर आरोप [12, 937, 416, 953]
paper-name: विश्ववार्ता [686, 21, 773, 50]
registration-swatch [615, 1460, 627, 1470]
kakori-date: दिनांक : 23-09-2024 [877, 408, 932, 415]
nigam-signature: मुख्य अभियन्ता [884, 1303, 934, 1314]
quote-chevron-icon: » [128, 1064, 138, 1080]
byline: विश्ववार्ता संवाददाता [362, 482, 470, 493]
table-cell: 943.00 [908, 1064, 933, 1093]
brief-headline: चोरी की बाइक के साथ अभियुक्त गिरफ्तार, भेजा जेल [27, 526, 216, 552]
table-cell: सेक्टर-एफ में म0सं0-ई-431 से म0सं0-ई-417 तक व म0सं0-ई-321 से म0सं0-ई-421 तक क्षतिग्रस्त गली में नाली व इंटरलाकिंग का कार्य। [686, 1005, 765, 1041]
table-cell: 672706.00 [765, 858, 802, 881]
table-cell: विद्यावती तृतीय [664, 806, 685, 829]
asp-subhead: शिवगढ़ पुलिस को मिली बड़ी सफलता, एक लाख नकदी और जेवरात बरामद [368, 458, 682, 473]
ntpc-assembly-photo [330, 1252, 485, 1392]
table-cell: सेक्टर-आई में म0सं0-322 के सामने स्थित पार्क की मरम्मत, रेलिंग, पुताई व सौन्दर्यीकरण का कार्य। [686, 858, 765, 881]
table-cell: 828.00 [856, 1220, 881, 1249]
table-cell: 6 [653, 946, 665, 969]
table-row [653, 1005, 934, 1041]
sarvoday-headline: सर्वोदय विद्यापीठ इंटर कॉलेज में राष्ट्रीय किशोर स्वास्थ्य कार्यक्रम आयोजित [721, 89, 923, 123]
registration-swatch [629, 1460, 641, 1470]
registration-swatch [40, 1460, 52, 1470]
table-cell: 795.00 [908, 858, 933, 881]
byline: विश्ववार्ता संवाददाता [12, 1314, 160, 1325]
table-cell: 799.00 [856, 1064, 881, 1093]
table-cell: 395.00 [856, 1041, 881, 1064]
column-header: वार्ड का नाम [664, 776, 685, 805]
ntpc-pledge-photo [167, 1252, 322, 1392]
registration-swatch [183, 1460, 195, 1470]
byline: विश्ववार्ता संवाददाता [12, 968, 120, 979]
brief-headline: तीन दिन से अनुपस्थिति मिली शिक्षामित्र,कार्रवाई जारी [27, 124, 210, 149]
table-row [653, 1064, 934, 1093]
column-header: क्र. सं. [653, 776, 665, 805]
dabang-col2: रोड पर रहने वाला पीड़ित एक चौरसिया परिवार चाट बताशे का ठेला लगाकर व्यवसाय करता है। ग्रामीणों ने बताया कि पीड़ित चौरसिया की बहू को धर्मविशेष [128, 1130, 238, 1163]
